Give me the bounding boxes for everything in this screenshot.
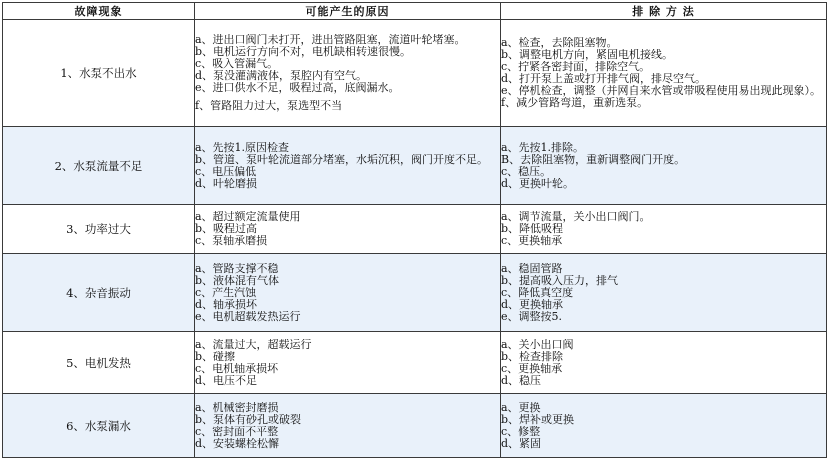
remedies-cell [501, 20, 827, 127]
table-row [3, 205, 827, 254]
remedy-item: d、紧固 [501, 437, 542, 450]
remedy-item: b、降低吸程 [501, 223, 564, 235]
remedies-cell [501, 394, 827, 458]
causes-cell [195, 205, 501, 254]
remedy-item: B、去除阻塞物，重新调整阀门开度。 [501, 153, 686, 166]
cause-item: c、密封面不平整 [195, 425, 279, 438]
remedy-item: c、拧紧各密封面，排除空气。 [501, 61, 651, 73]
cause-item: d、泵没灌满液体，泵腔内有空气。 [195, 70, 368, 82]
cause-item: a、流量过大，超载运行 [195, 338, 312, 351]
remedy-item: b、焊补或更换 [501, 413, 575, 426]
remedies-cell [501, 254, 827, 332]
fault-cell: 5、电机发热 [3, 332, 195, 394]
header-fault: 故障现象 [3, 3, 195, 20]
cause-item: c、泵轴承磨损 [195, 235, 268, 247]
troubleshooting-table [2, 2, 827, 458]
cause-item: a、进出口阀门未打开，进出管路阻塞，流道叶轮堵塞。 [195, 34, 466, 46]
remedy-item: e、调整按5. [501, 310, 563, 323]
fault-cell: 1、水泵不出水 [3, 20, 195, 127]
cause-item: a、机械密封磨损 [195, 401, 279, 414]
table-row [3, 254, 827, 332]
cause-item: b、电机运行方向不对，电机缺相转速很慢。 [195, 46, 412, 58]
fault-cell: 4、杂音振动 [3, 254, 195, 332]
cause-item: b、吸程过高 [195, 223, 258, 235]
cause-item: d、叶轮磨损 [195, 177, 258, 190]
table-row [3, 332, 827, 394]
remedy-item: b、调整电机方向，紧固电机接线。 [501, 49, 674, 61]
causes-cell [195, 254, 501, 332]
remedies-cell [501, 127, 827, 205]
remedy-item: d、稳压 [501, 374, 542, 387]
fault-cell: 2、水泵流量不足 [3, 127, 195, 205]
remedy-item: a、先按1.排除。 [501, 141, 585, 154]
remedy-item: b、检查排除 [501, 350, 564, 363]
remedy-item: c、修整 [501, 425, 541, 438]
remedy-item: d、更换叶轮。 [501, 177, 575, 190]
fault-cell: 3、功率过大 [3, 205, 195, 254]
cause-item: e、电机超载发热运行 [195, 310, 301, 323]
fault-cell: 6、水泵漏水 [3, 394, 195, 458]
remedy-item: c、稳压。 [501, 165, 552, 178]
cause-item: e、进口供水不足，吸程过高，底阀漏水。 [195, 82, 400, 94]
remedy-item: a、检查，去除阻塞物。 [501, 37, 618, 49]
remedy-item: e、停机检查，调整（并网自来水管或带吸程使用易出现此现象）。 [501, 85, 822, 97]
cause-item: c、电机轴承损坏 [195, 362, 279, 375]
remedy-item: a、关小出口阀 [501, 338, 574, 351]
cause-item: d、安装螺栓松懈 [195, 437, 280, 450]
table-row [3, 20, 827, 127]
remedy-item: a、更换 [501, 401, 541, 414]
cause-item: c、电压偏低 [195, 165, 257, 178]
causes-cell [195, 127, 501, 205]
cause-item: b、泵体有砂孔或破裂 [195, 413, 302, 426]
cause-item: a、超过额定流量使用 [195, 211, 301, 223]
cause-item: c、产生汽蚀 [195, 286, 257, 299]
causes-cell [195, 394, 501, 458]
remedy-item: a、调节流量，关小出口阀门。 [501, 211, 651, 223]
table-row [3, 127, 827, 205]
remedy-item: a、稳固管路 [501, 262, 563, 275]
remedy-item: f、减少管路弯道，重新选泵。 [501, 97, 649, 109]
cause-item: d、轴承损坏 [195, 298, 258, 311]
header-causes: 可能产生的原因 [195, 3, 501, 20]
cause-item: b、管道、泵叶轮流道部分堵塞，水垢沉积，阀门开度不足。 [195, 153, 489, 166]
remedy-item: c、更换轴承 [501, 362, 563, 375]
remedy-item: d、打开泵上盖或打开排气阀，排尽空气。 [501, 73, 707, 85]
cause-item: b、液体混有气体 [195, 274, 280, 287]
causes-cell [195, 20, 501, 127]
remedy-item: b、提高吸入压力，排气 [501, 274, 619, 287]
remedies-cell [501, 205, 827, 254]
cause-item: f、管路阻力过大，泵选型不当 [195, 100, 343, 112]
causes-cell [195, 332, 501, 394]
cause-item: b、碰擦 [195, 350, 236, 363]
remedy-item: c、更换轴承 [501, 235, 563, 247]
table-header-row [3, 3, 827, 20]
cause-item: c、吸入管漏气。 [195, 58, 279, 70]
remedy-item: d、更换轴承 [501, 298, 564, 311]
remedy-item: c、降低真空度 [501, 286, 574, 299]
header-remedies: 排 除 方 法 [501, 3, 827, 20]
remedies-cell [501, 332, 827, 394]
cause-item: a、先按1.原因检查 [195, 141, 290, 154]
cause-item: d、电压不足 [195, 374, 258, 387]
table-row [3, 394, 827, 458]
cause-item: a、管路支撑不稳 [195, 262, 279, 275]
